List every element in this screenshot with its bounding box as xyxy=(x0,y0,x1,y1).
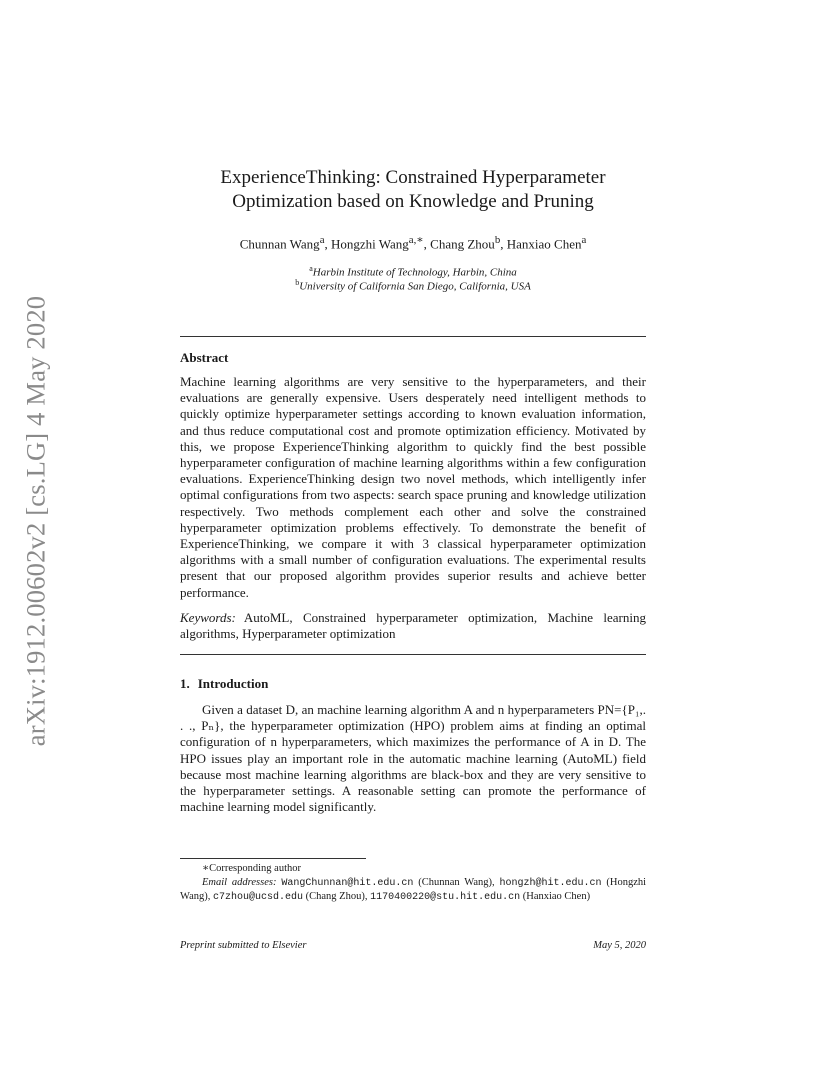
section-heading-introduction xyxy=(180,676,268,692)
email-owner: (Chang Zhou), xyxy=(305,891,368,902)
email-address[interactable]: WangChunnan@hit.edu.cn xyxy=(281,878,414,889)
author-name: Chang Zhou xyxy=(430,236,495,252)
arxiv-sidebar xyxy=(14,285,58,757)
email-address[interactable]: 1170400220@stu.hit.edu.cn xyxy=(370,892,521,903)
title-line-1: ExperienceThinking: Constrained Hyperparameter xyxy=(220,167,606,188)
title-line-2: Optimization based on Knowledge and Pruning xyxy=(232,191,594,212)
author-affil-mark: a xyxy=(581,234,587,246)
author-affil-mark: a,∗ xyxy=(408,234,424,246)
abstract-body: Machine learning algorithms are very sensitive to the hyperparameters, and their evaluations are generally expensive. Users desperately need intelligent methods to quickly optimize hyperparameter settings according to known evaluation information, and thus reduce computational cost and promote optimization efficiency. Motivated by this, we propose ExperienceThinking algorithm to quickly find the best possible hyperparameter configuration of machine learning algorithms within a few configuration evaluations. ExperienceThinking design two novel methods, which intelligently infer optimal configurations from two aspects: search space pruning and knowledge utilization respectively. Two methods complement each other and solve the constrained hyperparameter optimization problems effectively. To demonstrate the benefit of ExperienceThinking, we compare it with 3 classical hyperparameter optimization algorithms with a small number of configuration evaluations. The experimental results present that our proposed algorithm provides superior results and achieve better performance. xyxy=(180,374,646,600)
paper-title xyxy=(180,166,646,214)
abstract-heading: Abstract xyxy=(180,350,229,365)
introduction-paragraph: Given a dataset D, an machine learning algorithm A and n hyperparameters PN={P₁,. . ., Pₙ}, the hyperparameter optimization (HPO) problem aims at finding an optimal configuration of n hyperparameters, which maximizes the performance of A in D. The HPO issues play an important role in the automatic machine learning (AutoML) field because most machine learning algorithms are black-box and they are very sensitive to the hyperparameter settings. A reasonable setting can promote the performance of machine learning model significantly. xyxy=(180,702,646,815)
page-footer xyxy=(180,940,646,951)
affiliation-text: University of California San Diego, California, USA xyxy=(299,280,531,293)
author-name: Chunnan Wang xyxy=(239,236,320,252)
keywords-text: AutoML, Constrained hyperparameter optimization, Machine learning algorithms, Hyperparameter optimization xyxy=(180,610,646,642)
affiliation-mark: a xyxy=(309,264,313,273)
email-owner: (Hanxiao Chen) xyxy=(522,891,591,902)
author-affil-mark: a xyxy=(319,234,325,246)
author-name: Hongzhi Wang xyxy=(331,236,409,252)
arxiv-identifier: arXiv:1912.00602v2 [cs.LG] 4 May 2020 xyxy=(20,295,51,747)
abstract-bottom-rule xyxy=(180,654,646,655)
author-list: Chunnan Wang$^a$, Hongzhi Wang$^{a,∗}$, Chang Zhou$^b$, Hanxiao Chen$^a$ xyxy=(239,234,587,252)
section-title: Introduction xyxy=(197,676,269,691)
affiliation-a xyxy=(180,264,646,279)
email-label: Email addresses: xyxy=(202,877,277,888)
email-owner: (Chunnan Wang), xyxy=(418,877,495,888)
footer-preprint-note: Preprint submitted to Elsevier xyxy=(180,940,307,951)
affiliation-b xyxy=(180,278,646,293)
footnote-corresponding: ∗Corresponding author xyxy=(202,863,301,874)
email-owner: (Hongzhi Wang), xyxy=(180,877,647,902)
author-affil-mark: b xyxy=(494,234,501,246)
abstract-top-rule xyxy=(180,336,646,337)
footnote-emails xyxy=(180,876,646,904)
email-address[interactable]: c7zhou@ucsd.edu xyxy=(212,892,303,903)
section-number: 1. xyxy=(180,676,190,691)
keywords-label: Keywords: xyxy=(180,610,236,625)
email-address[interactable]: hongzh@hit.edu.cn xyxy=(499,878,602,889)
footer-date: May 5, 2020 xyxy=(593,940,646,951)
affiliation-mark: b xyxy=(295,278,300,287)
footnote-rule xyxy=(180,858,366,859)
keywords xyxy=(180,610,646,642)
author-name: Hanxiao Chen xyxy=(506,236,582,252)
affiliation-text: Harbin Institute of Technology, Harbin, China xyxy=(312,266,517,279)
